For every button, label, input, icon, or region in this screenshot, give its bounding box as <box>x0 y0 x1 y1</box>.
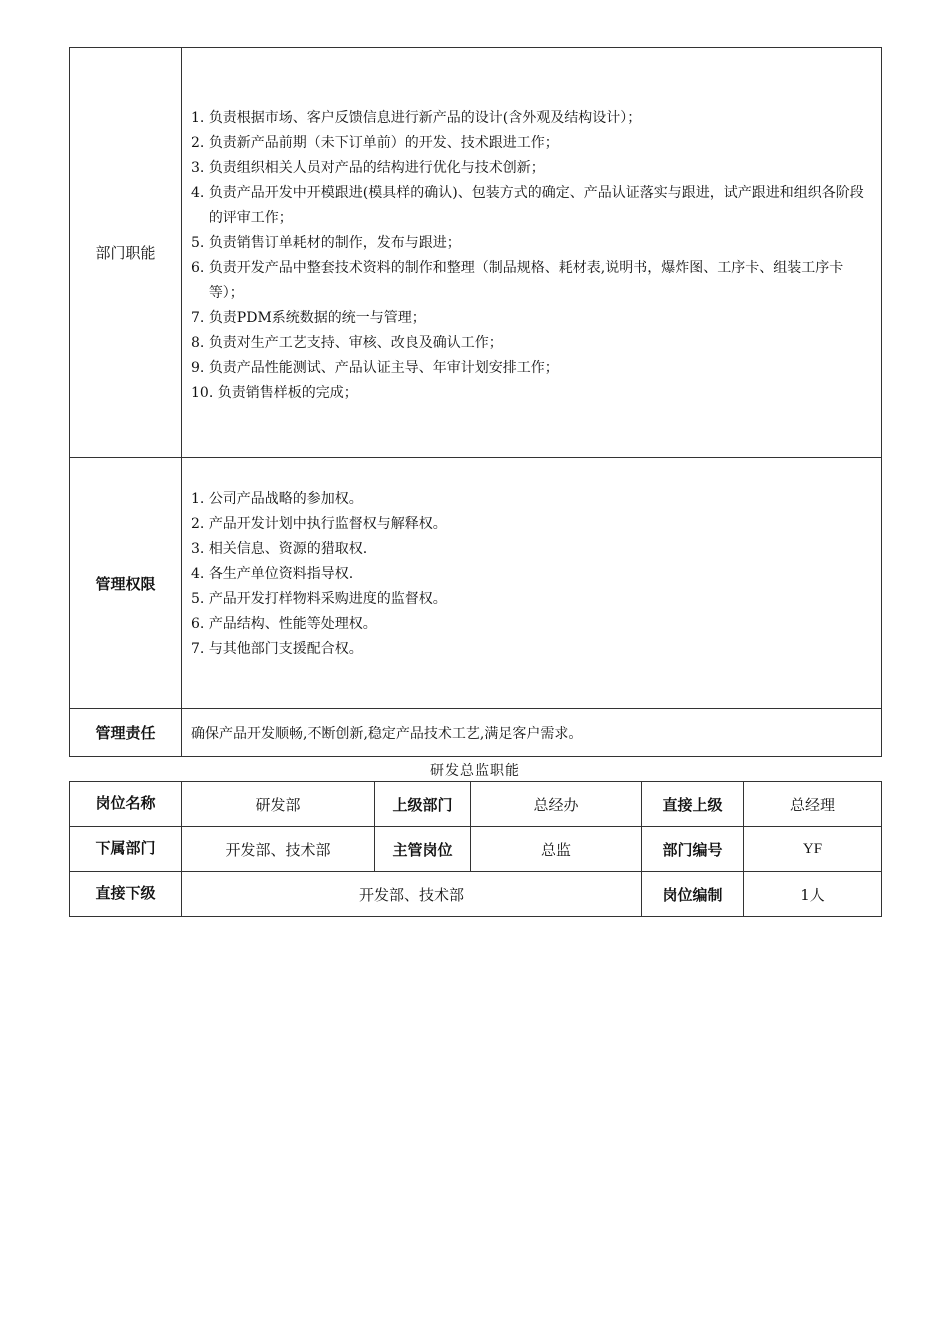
authority-label: 管理权限 <box>70 458 182 709</box>
position-name-header: 岗位名称 <box>70 782 182 827</box>
list-item-number: 3. <box>191 159 209 176</box>
list-item-number: 5. <box>191 590 209 607</box>
list-item-number: 4. <box>191 565 209 582</box>
functions-cell <box>182 48 882 458</box>
list-item-number: 7. <box>191 640 209 657</box>
function-item <box>191 356 873 381</box>
list-item-text: 负责销售样板的完成； <box>217 384 358 401</box>
list-item-text: 负责产品性能测试、产品认证主导、年审计划安排工作； <box>208 359 559 376</box>
function-item <box>191 181 873 231</box>
functions-list <box>182 100 881 406</box>
function-item <box>191 331 873 356</box>
authority-item <box>191 512 873 537</box>
list-item-text: 与其他部门支援配合权。 <box>208 640 363 657</box>
list-item-number: 2. <box>191 134 209 151</box>
list-item-text: 负责组织相关人员对产品的结构进行优化与技术创新； <box>208 159 545 176</box>
list-item-number: 4. <box>191 184 209 201</box>
list-item-number: 1. <box>191 109 209 126</box>
superior-department-header: 上级部门 <box>375 782 471 827</box>
direct-subordinates-header: 直接下级 <box>70 872 182 917</box>
list-item-number: 1. <box>191 490 209 507</box>
authority-cell <box>182 458 882 709</box>
list-item-text: 产品开发计划中执行监督权与解释权。 <box>208 515 447 532</box>
list-item-text: 负责对生产工艺支持、审核、改良及确认工作； <box>208 334 503 351</box>
department-code-header: 部门编号 <box>642 827 744 872</box>
direct-superior-value: 总经理 <box>744 782 882 827</box>
list-item-text: 产品开发打样物料采购进度的监督权。 <box>208 590 447 607</box>
department-code-value: YF <box>744 827 882 872</box>
authority-row <box>70 458 882 709</box>
supervising-post-value: 总监 <box>471 827 642 872</box>
function-item <box>191 381 873 406</box>
subordinate-departments-header: 下属部门 <box>70 827 182 872</box>
position-info-table <box>69 781 882 917</box>
function-item <box>191 131 873 156</box>
list-item-text: 各生产单位资料指导权. <box>208 565 354 582</box>
superior-department-value: 总经办 <box>471 782 642 827</box>
list-item-number: 3. <box>191 540 209 557</box>
list-item-text: 负责PDM系统数据的统一与管理； <box>208 309 426 326</box>
function-item <box>191 256 873 306</box>
authority-item <box>191 612 873 637</box>
list-item-text: 公司产品战略的参加权。 <box>208 490 363 507</box>
functions-row <box>70 48 882 458</box>
position-row-1 <box>70 782 882 827</box>
position-row-3 <box>70 872 882 917</box>
authority-item <box>191 587 873 612</box>
authority-item <box>191 537 873 562</box>
direct-subordinates-value: 开发部、技术部 <box>182 872 642 917</box>
list-item-number: 6. <box>191 615 209 632</box>
list-item-number: 6. <box>191 259 209 276</box>
direct-superior-header: 直接上级 <box>642 782 744 827</box>
list-item-number: 8. <box>191 334 209 351</box>
list-item-number: 5. <box>191 234 209 251</box>
supervising-post-header: 主管岗位 <box>375 827 471 872</box>
department-duties-table <box>69 47 882 757</box>
list-item-text: 负责根据市场、客户反馈信息进行新产品的设计(含外观及结构设计）； <box>208 109 642 126</box>
position-name-value: 研发部 <box>182 782 375 827</box>
list-item-text: 负责产品开发中开模跟进(模具样的确认)、包装方式的确定、产品认证落实与跟进，试产跟进和组织各阶段的评审工作； <box>208 184 864 226</box>
position-row-2 <box>70 827 882 872</box>
responsibility-label: 管理责任 <box>70 709 182 757</box>
authority-list <box>182 487 881 680</box>
function-item <box>191 231 873 256</box>
authority-item <box>191 562 873 587</box>
responsibility-text: 确保产品开发顺畅,不断创新,稳定产品技术工艺,满足客户需求。 <box>182 709 882 757</box>
list-item-number: 9. <box>191 359 209 376</box>
functions-label: 部门职能 <box>70 48 182 458</box>
list-item-text: 相关信息、资源的猎取权. <box>208 540 368 557</box>
headcount-value: 1人 <box>744 872 882 917</box>
list-item-number: 10. <box>191 384 218 401</box>
authority-item <box>191 637 873 662</box>
list-item-number: 7. <box>191 309 209 326</box>
headcount-header: 岗位编制 <box>642 872 744 917</box>
list-item-text: 负责销售订单耗材的制作，发布与跟进； <box>208 234 461 251</box>
responsibility-row <box>70 709 882 757</box>
list-item-text: 负责开发产品中整套技术资料的制作和整理（制品规格、耗材表,说明书，爆炸图、工序卡、组装工序卡等）； <box>208 259 844 301</box>
function-item <box>191 156 873 181</box>
table-caption: 研发总监职能 <box>430 763 520 779</box>
function-item <box>191 106 873 131</box>
list-item-number: 2. <box>191 515 209 532</box>
subordinate-departments-value: 开发部、技术部 <box>182 827 375 872</box>
list-item-text: 产品结构、性能等处理权。 <box>208 615 377 632</box>
function-item <box>191 306 873 331</box>
authority-item <box>191 487 873 512</box>
list-item-text: 负责新产品前期（未下订单前）的开发、技术跟进工作； <box>208 134 559 151</box>
